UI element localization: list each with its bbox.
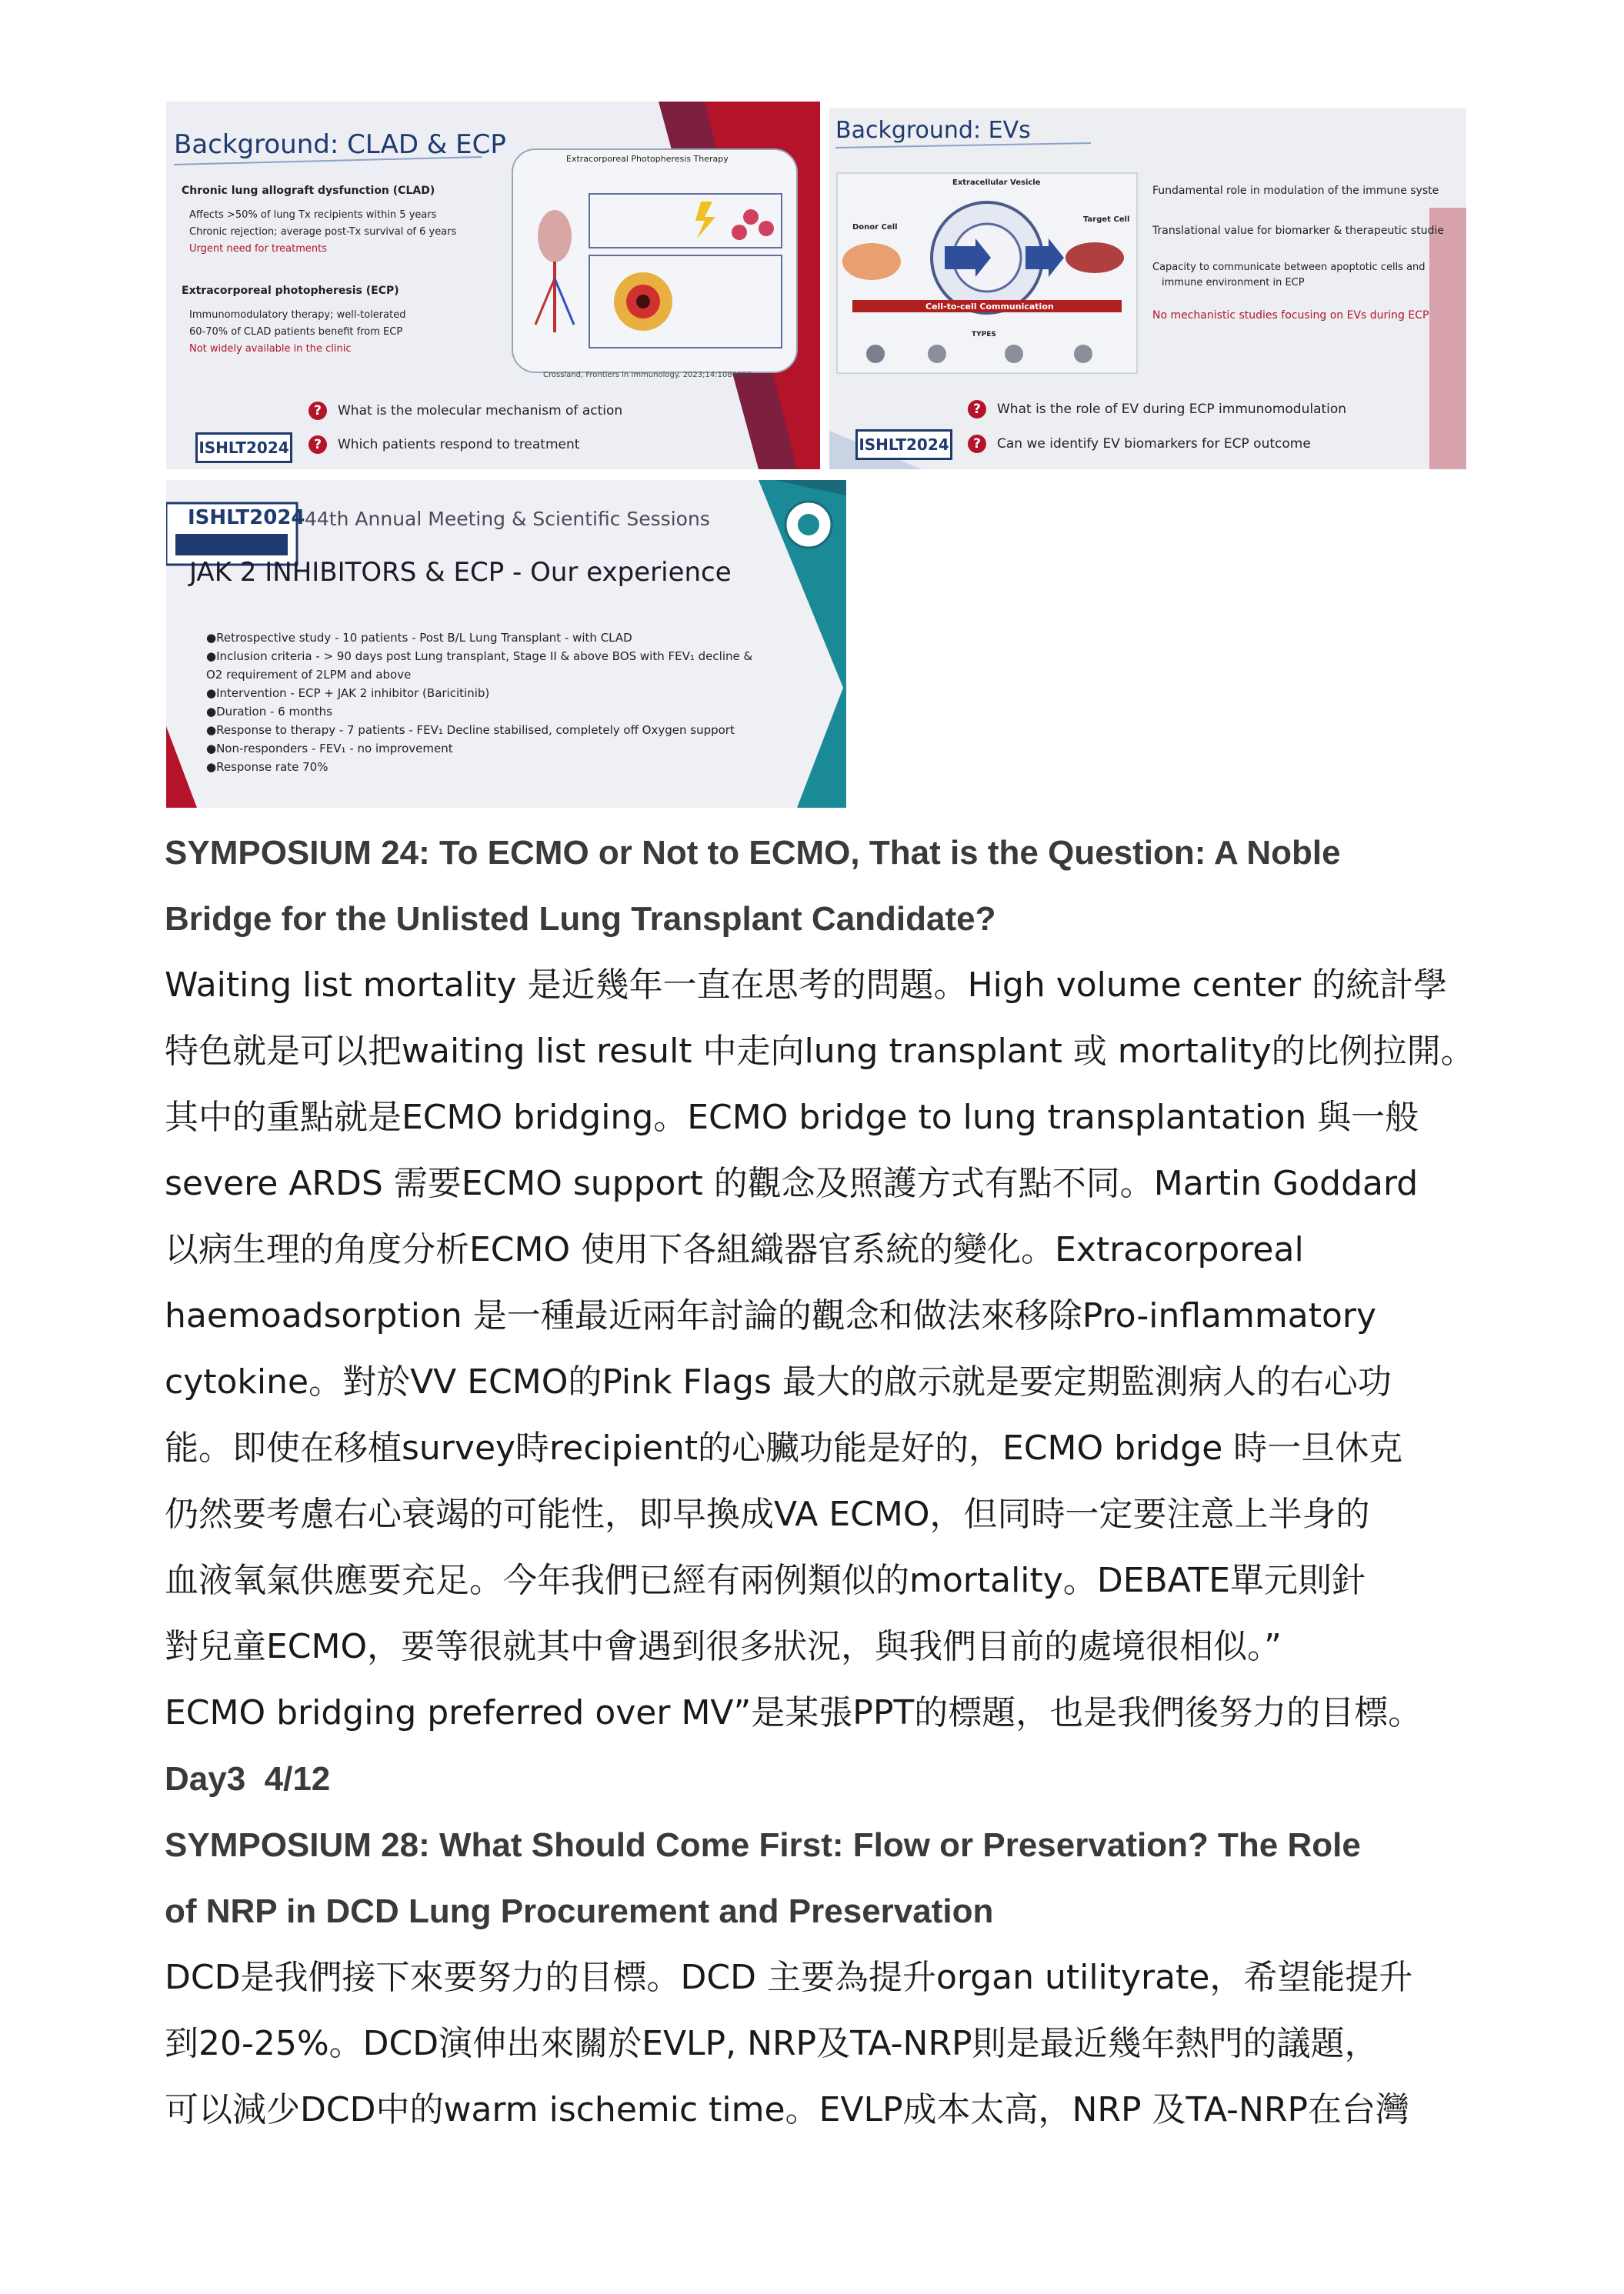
slide-title: Background: EVs <box>835 117 1031 144</box>
target-cell-label: Target Cell <box>1083 215 1130 224</box>
symposium-24-paragraph <box>165 952 1542 1746</box>
slide-title: Background: CLAD & ECP <box>174 129 506 160</box>
question-mark-icon: ? <box>308 402 327 420</box>
question-line <box>968 435 1311 453</box>
ecp-bullet: Not widely available in the clinic <box>189 343 352 355</box>
ecp-bullet: 60-70% of CLAD patients benefit from ECP <box>189 326 403 338</box>
slide-title: JAK 2 INHIBITORS & ECP - Our experience <box>189 557 732 588</box>
symposium-28-heading <box>165 1812 1534 1945</box>
diagram-title: Extracellular Vesicle <box>952 178 1041 187</box>
question-text: Can we identify EV biomarkers for ECP outcome <box>997 436 1311 452</box>
question-text: What is the molecular mechanism of action <box>338 403 623 418</box>
symposium-28-paragraph <box>165 1945 1542 2143</box>
ecp-bullet: Immunomodulatory therapy; well-tolerated <box>189 309 406 321</box>
heading-line: SYMPOSIUM 28: What Should Come First: Flow or Preservation? The Role <box>165 1826 1361 1864</box>
jak-bullet: ●Inclusion criteria - > 90 days post Lung transplant, Stage II & above BOS with FEV₁ decline & <box>206 649 753 663</box>
ishlt-logo: ISHLT2024 <box>195 432 292 463</box>
jak-bullet: ●Response rate 70% <box>206 760 328 774</box>
slide-photo-jak2 <box>166 480 846 808</box>
paragraph-line: severe ARDS 需要ECMO support 的觀念及照護方式有點不同。Martin Goddard <box>165 1164 1419 1203</box>
jak-bullet: O2 requirement of 2LPM and above <box>206 668 412 682</box>
diagram-title: Extracorporeal Photopheresis Therapy <box>566 154 729 164</box>
question-text: Which patients respond to treatment <box>338 437 580 452</box>
meeting-subtitle: 44th Annual Meeting & Scientific Sessions <box>305 508 710 530</box>
donor-cell-label: Donor Cell <box>852 223 898 232</box>
ev-bullet: immune environment in ECP <box>1162 277 1305 288</box>
paragraph-line: 特色就是可以把waiting list result 中走向lung transplant 或 mortality的比例拉開。 <box>165 1032 1475 1071</box>
ecp-heading: Extracorporeal photopheresis (ECP) <box>182 285 399 297</box>
paragraph-line: 仍然要考慮右心衰竭的可能性，即早換成VA ECMO，但同時一定要注意上半身的 <box>165 1495 1370 1534</box>
question-line <box>968 400 1346 418</box>
paragraph-line: 以病生理的角度分析ECMO 使用下各組織器官系統的變化。Extracorporeal <box>165 1230 1304 1269</box>
question-mark-icon: ? <box>968 435 986 453</box>
paragraph-line: 其中的重點就是ECMO bridging。ECMO bridge to lung transplantation 與一般 <box>165 1098 1419 1137</box>
ishlt-logo: ISHLT2024 <box>855 429 952 460</box>
jak-bullet: ●Non-responders - FEV₁ - no improvement <box>206 742 453 755</box>
heading-line: Bridge for the Unlisted Lung Transplant Candidate? <box>165 900 996 938</box>
citation: Crossland, Frontiers in Immunology. 2023;14:1086006 <box>543 371 752 379</box>
communication-label: Cell-to-cell Communication <box>925 302 1054 312</box>
paragraph-line: 到20-25%。DCD演伸出來關於EVLP, NRP及TA-NRP則是最近幾年熱門的議題， <box>165 2024 1379 2063</box>
question-mark-icon: ? <box>968 400 986 418</box>
day-heading <box>165 1746 1534 1812</box>
slide-photo-clad-ecp <box>166 102 820 469</box>
ishlt-logo: ISHLT2024 <box>188 506 305 529</box>
jak-bullet: ●Response to therapy - 7 patients - FEV₁ Decline stabilised, completely off Oxygen support <box>206 723 735 737</box>
paragraph-line: 能。即使在移植survey時recipient的心臟功能是好的，ECMO bridge 時一旦休克 <box>165 1429 1403 1468</box>
jak-bullet: ●Retrospective study - 10 patients - Post B/L Lung Transplant - with CLAD <box>206 631 632 645</box>
paragraph-line: cytokine。對於VV ECMO的Pink Flags 最大的啟示就是要定期監測病人的右心功 <box>165 1362 1392 1402</box>
paragraph-line: haemoadsorption 是一種最近兩年討論的觀念和做法來移除Pro-inflammatory <box>165 1296 1376 1335</box>
clad-bullet: Affects >50% of lung Tx recipients within 5 years <box>189 209 437 221</box>
paragraph-line: Waiting list mortality 是近幾年一直在思考的問題。High volume center 的統計學 <box>165 965 1448 1005</box>
heading-line: of NRP in DCD Lung Procurement and Preservation <box>165 1892 994 1930</box>
question-mark-icon: ? <box>308 435 327 454</box>
jak-bullet: ●Duration - 6 months <box>206 705 332 719</box>
day-label: Day3 4/12 <box>165 1760 331 1798</box>
ev-bullet: No mechanistic studies focusing on EVs during ECP <box>1152 309 1429 322</box>
paragraph-line: DCD是我們接下來要努力的目標。DCD 主要為提升organ utilityrate，希望能提升 <box>165 1958 1413 1997</box>
types-label: TYPES <box>972 331 996 338</box>
question-line <box>308 402 622 420</box>
clad-bullet: Chronic rejection; average post-Tx survival of 6 years <box>189 226 457 238</box>
ev-bullet: Fundamental role in modulation of the immune syste <box>1152 185 1439 197</box>
question-line <box>308 435 579 454</box>
slide-photo-evs <box>829 108 1466 469</box>
paragraph-line: 可以減少DCD中的warm ischemic time。EVLP成本太高，NRP 及TA-NRP在台灣 <box>165 2090 1410 2129</box>
heading-line: SYMPOSIUM 24: To ECMO or Not to ECMO, That is the Question: A Noble <box>165 834 1341 872</box>
jak-bullet: ●Intervention - ECP + JAK 2 inhibitor (Baricitinib) <box>206 686 490 700</box>
paragraph-line: 血液氧氣供應要充足。今年我們已經有兩例類似的mortality。DEBATE單元則針 <box>165 1561 1366 1600</box>
ev-bullet: Capacity to communicate between apoptotic cells and <box>1152 262 1426 273</box>
ev-bullet: Translational value for biomarker & therapeutic studie <box>1152 225 1444 237</box>
question-text: What is the role of EV during ECP immunomodulation <box>997 402 1347 417</box>
symposium-24-heading <box>165 820 1534 952</box>
clad-heading: Chronic lung allograft dysfunction (CLAD) <box>182 185 435 197</box>
paragraph-line: ECMO bridging preferred over MV”是某張PPT的標題，也是我們後努力的目標。 <box>165 1693 1422 1732</box>
paragraph-line: 對兒童ECMO，要等很就其中會遇到很多狀況，與我們目前的處境很相似。” <box>165 1627 1282 1666</box>
clad-bullet: Urgent need for treatments <box>189 243 327 255</box>
